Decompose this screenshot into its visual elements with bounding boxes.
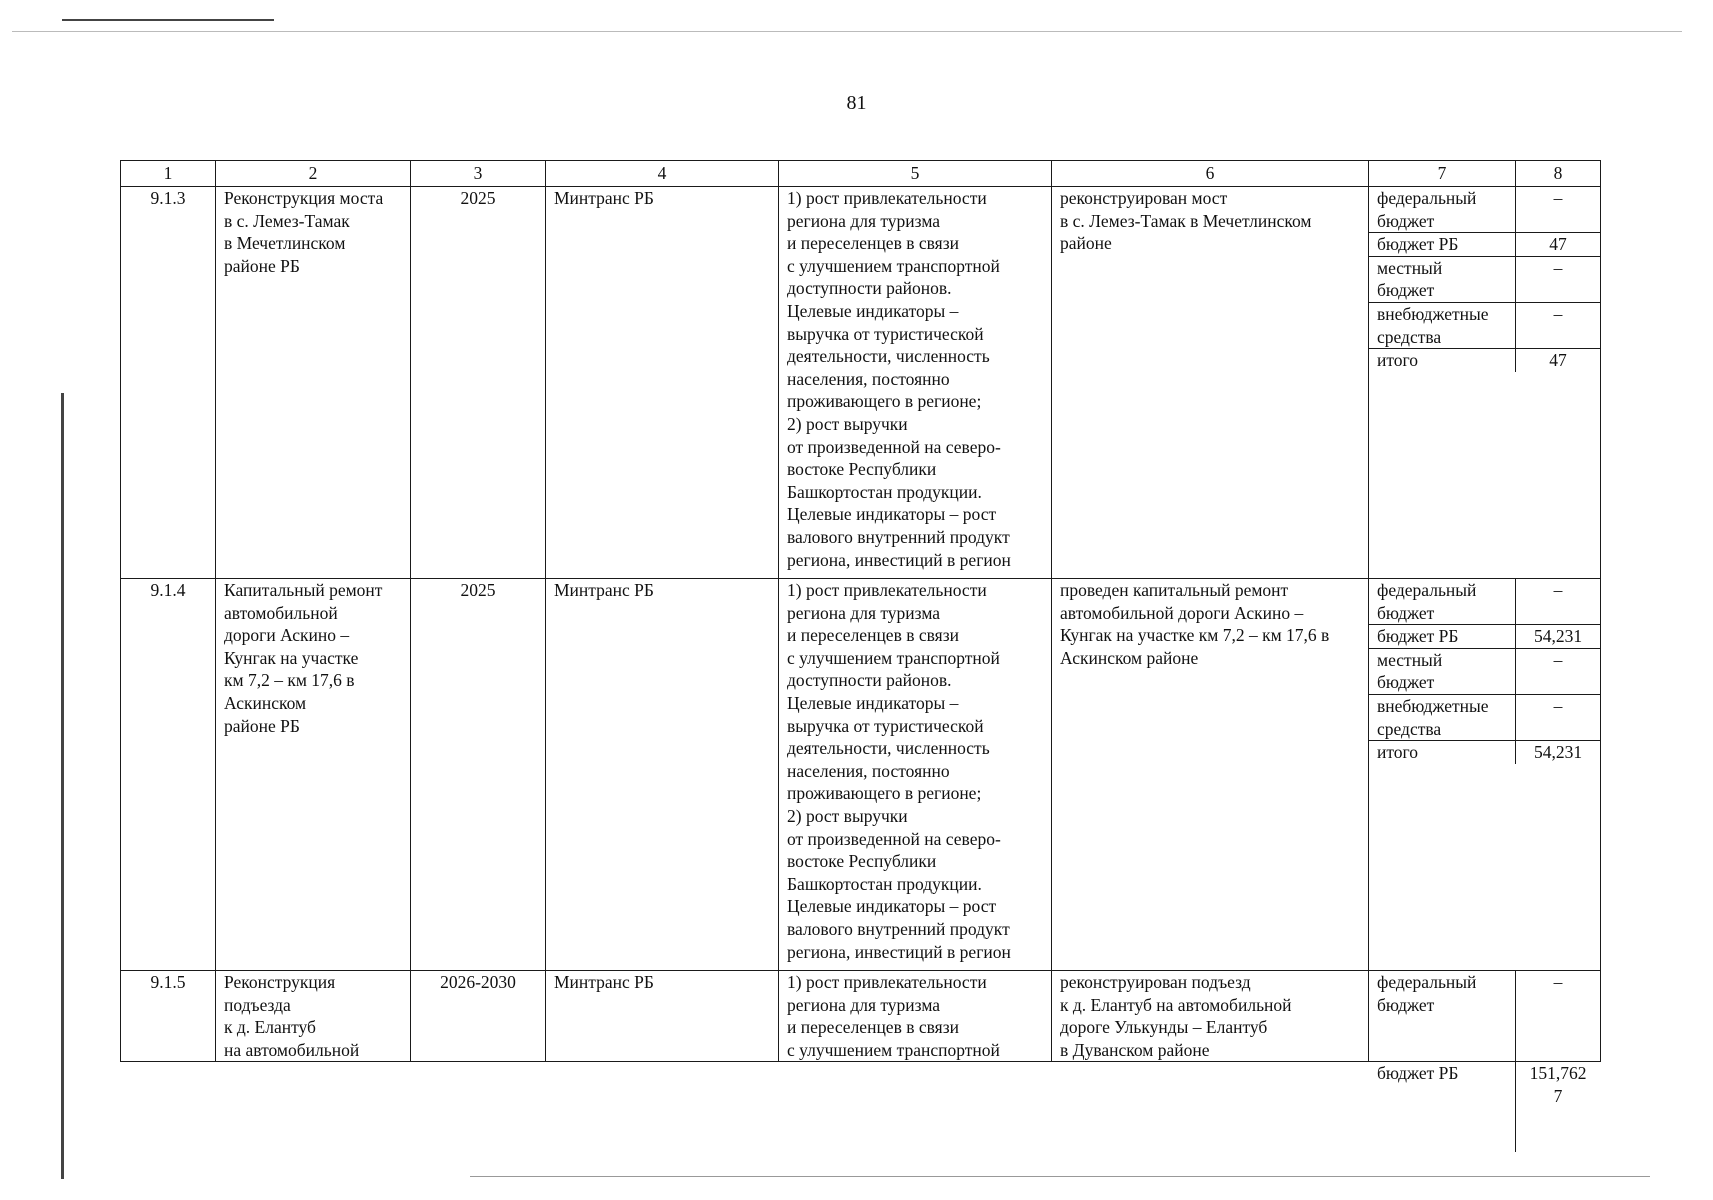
activity-result: реконструирован мост в с. Лемез-Тамак в Мечетлинском районе [1052,187,1369,579]
activity-year-cell [411,971,546,1062]
activity-goal: 1) рост привлекательности региона для туризма и переселенцев в связи с улучшением транспортной доступности районов. Целевые индикаторы – выручка от туристической деятельности, численность населения, постоянно проживающего в регионе; 2) рост выручки от произведенной на северо- востоке Республики Башкортостан продукции. Целевые индикаторы – рост валового внутренний продукт региона, инвестиций в регион [779,187,1052,579]
program-activities-table [120,160,1601,1106]
funding-row [1369,302,1600,348]
page-number: 81 [846,92,867,114]
funding-source: бюджет РБ [1369,233,1516,257]
funding-source: федеральный бюджет [1369,579,1516,625]
activity-result-cell [1052,971,1369,1062]
funding-row [1369,256,1600,302]
funding-value: – [1516,256,1601,302]
scan-left-margin-mark [61,393,64,1179]
header-col-7: 7 [1437,163,1447,183]
funding-value: – [1516,579,1601,625]
funding-row [1369,648,1600,694]
funding-source: федеральный бюджет [1369,187,1516,233]
funding-cell [1369,579,1601,971]
scan-top-mark [62,19,274,21]
funding-row [1369,233,1600,257]
funding-table [1369,971,1600,1152]
funding-source: бюджет РБ [1377,1063,1459,1083]
header-col-2: 2 [216,161,411,187]
activity-result: проведен капитальный ремонт автомобильной дороги Аскино – Кунгак на участке км 7,2 – км 17,6 в Аскинском районе [1052,579,1369,971]
funding-value: 54,231 [1516,625,1601,649]
header-funding-split [1369,161,1600,186]
activity-name: Реконструкция моста в с. Лемез-Тамак в Мечетлинском районе РБ [216,187,411,579]
activity-goal: 1) рост привлекательности региона для туризма и переселенцев в связи с улучшением транспортной [787,972,1000,1060]
funding-value: – [1516,648,1601,694]
funding-source: итого [1377,742,1419,763]
funding-row [1369,741,1600,764]
header-col-7-8 [1369,161,1601,187]
activity-name: Капитальный ремонт автомобильной дороги Аскино – Кунгак на участке км 7,2 – км 17,6 в Аскинском районе РБ [216,579,411,971]
row-id [121,971,216,1062]
funding-cell [1369,187,1601,579]
funding-value: – [1516,694,1601,740]
activity-year: 2026-2030 [440,972,516,992]
row-id: 9.1.4 [121,579,216,971]
funding-value: – [1516,302,1601,348]
header-col-8: 8 [1516,161,1601,186]
funding-source: местный бюджет [1369,648,1516,694]
scan-bottom-rule [470,1176,1650,1177]
funding-row [1369,625,1600,649]
activity-year: 2025 [411,579,546,971]
funding-source: бюджет РБ [1369,625,1516,649]
funding-row [1369,579,1600,625]
funding-value: – [1516,971,1601,1062]
activity-result: реконструирован подъезд к д. Елантуб на автомобильной дороге Улькунды – Елантуб в Дуванском районе [1060,972,1292,1060]
funding-row [1369,349,1600,372]
funding-value: 47 [1516,233,1601,257]
funding-source: федеральный бюджет [1369,971,1516,1062]
activity-executor: Минтранс РБ [546,579,779,971]
funding-value: 54,231 [1516,741,1601,764]
funding-value: 47 [1516,349,1601,372]
header-row [121,161,1601,187]
activity-year: 2025 [411,187,546,579]
activity-goal: 1) рост привлекательности региона для туризма и переселенцев в связи с улучшением транспортной доступности районов. Целевые индикаторы – выручка от туристической деятельности, численность населения, постоянно проживающего в регионе; 2) рост выручки от произведенной на северо- востоке Республики Башкортостан продукции. Целевые индикаторы – рост валового внутренний продукт региона, инвестиций в регион [779,579,1052,971]
funding-row [1369,971,1600,1062]
funding-source: итого [1377,350,1419,371]
funding-source: внебюджетные средства [1369,694,1516,740]
activity-name: Реконструкция подъезда к д. Елантуб на автомобильной [224,972,360,1060]
header-col-6: 6 [1052,161,1369,187]
table-row [121,971,1601,1062]
funding-row [1369,694,1600,740]
funding-row [1369,187,1600,233]
activity-executor: Минтранс РБ [554,972,654,992]
funding-table [1369,579,1600,764]
funding-source: внебюджетные средства [1369,302,1516,348]
activity-executor-cell [546,971,779,1062]
scan-top-rule [12,31,1682,32]
funding-table [1369,187,1600,372]
activity-goal-cell [779,971,1052,1062]
funding-source: местный бюджет [1369,256,1516,302]
header-col-4: 4 [546,161,779,187]
header-col-1: 1 [121,161,216,187]
header-col-5: 5 [779,161,1052,187]
header-col-3: 3 [411,161,546,187]
funding-value: 151,762 7 [1516,1062,1601,1153]
table-row [121,187,1601,579]
funding-row [1369,1062,1600,1153]
funding-clip [1369,971,1600,1106]
funding-value: – [1516,187,1601,233]
row-id-text: 9.1.5 [150,972,186,992]
activity-executor: Минтранс РБ [546,187,779,579]
funding-cell [1369,971,1601,1106]
table-row [121,579,1601,971]
row-id: 9.1.3 [121,187,216,579]
activity-name-cell [216,971,411,1062]
